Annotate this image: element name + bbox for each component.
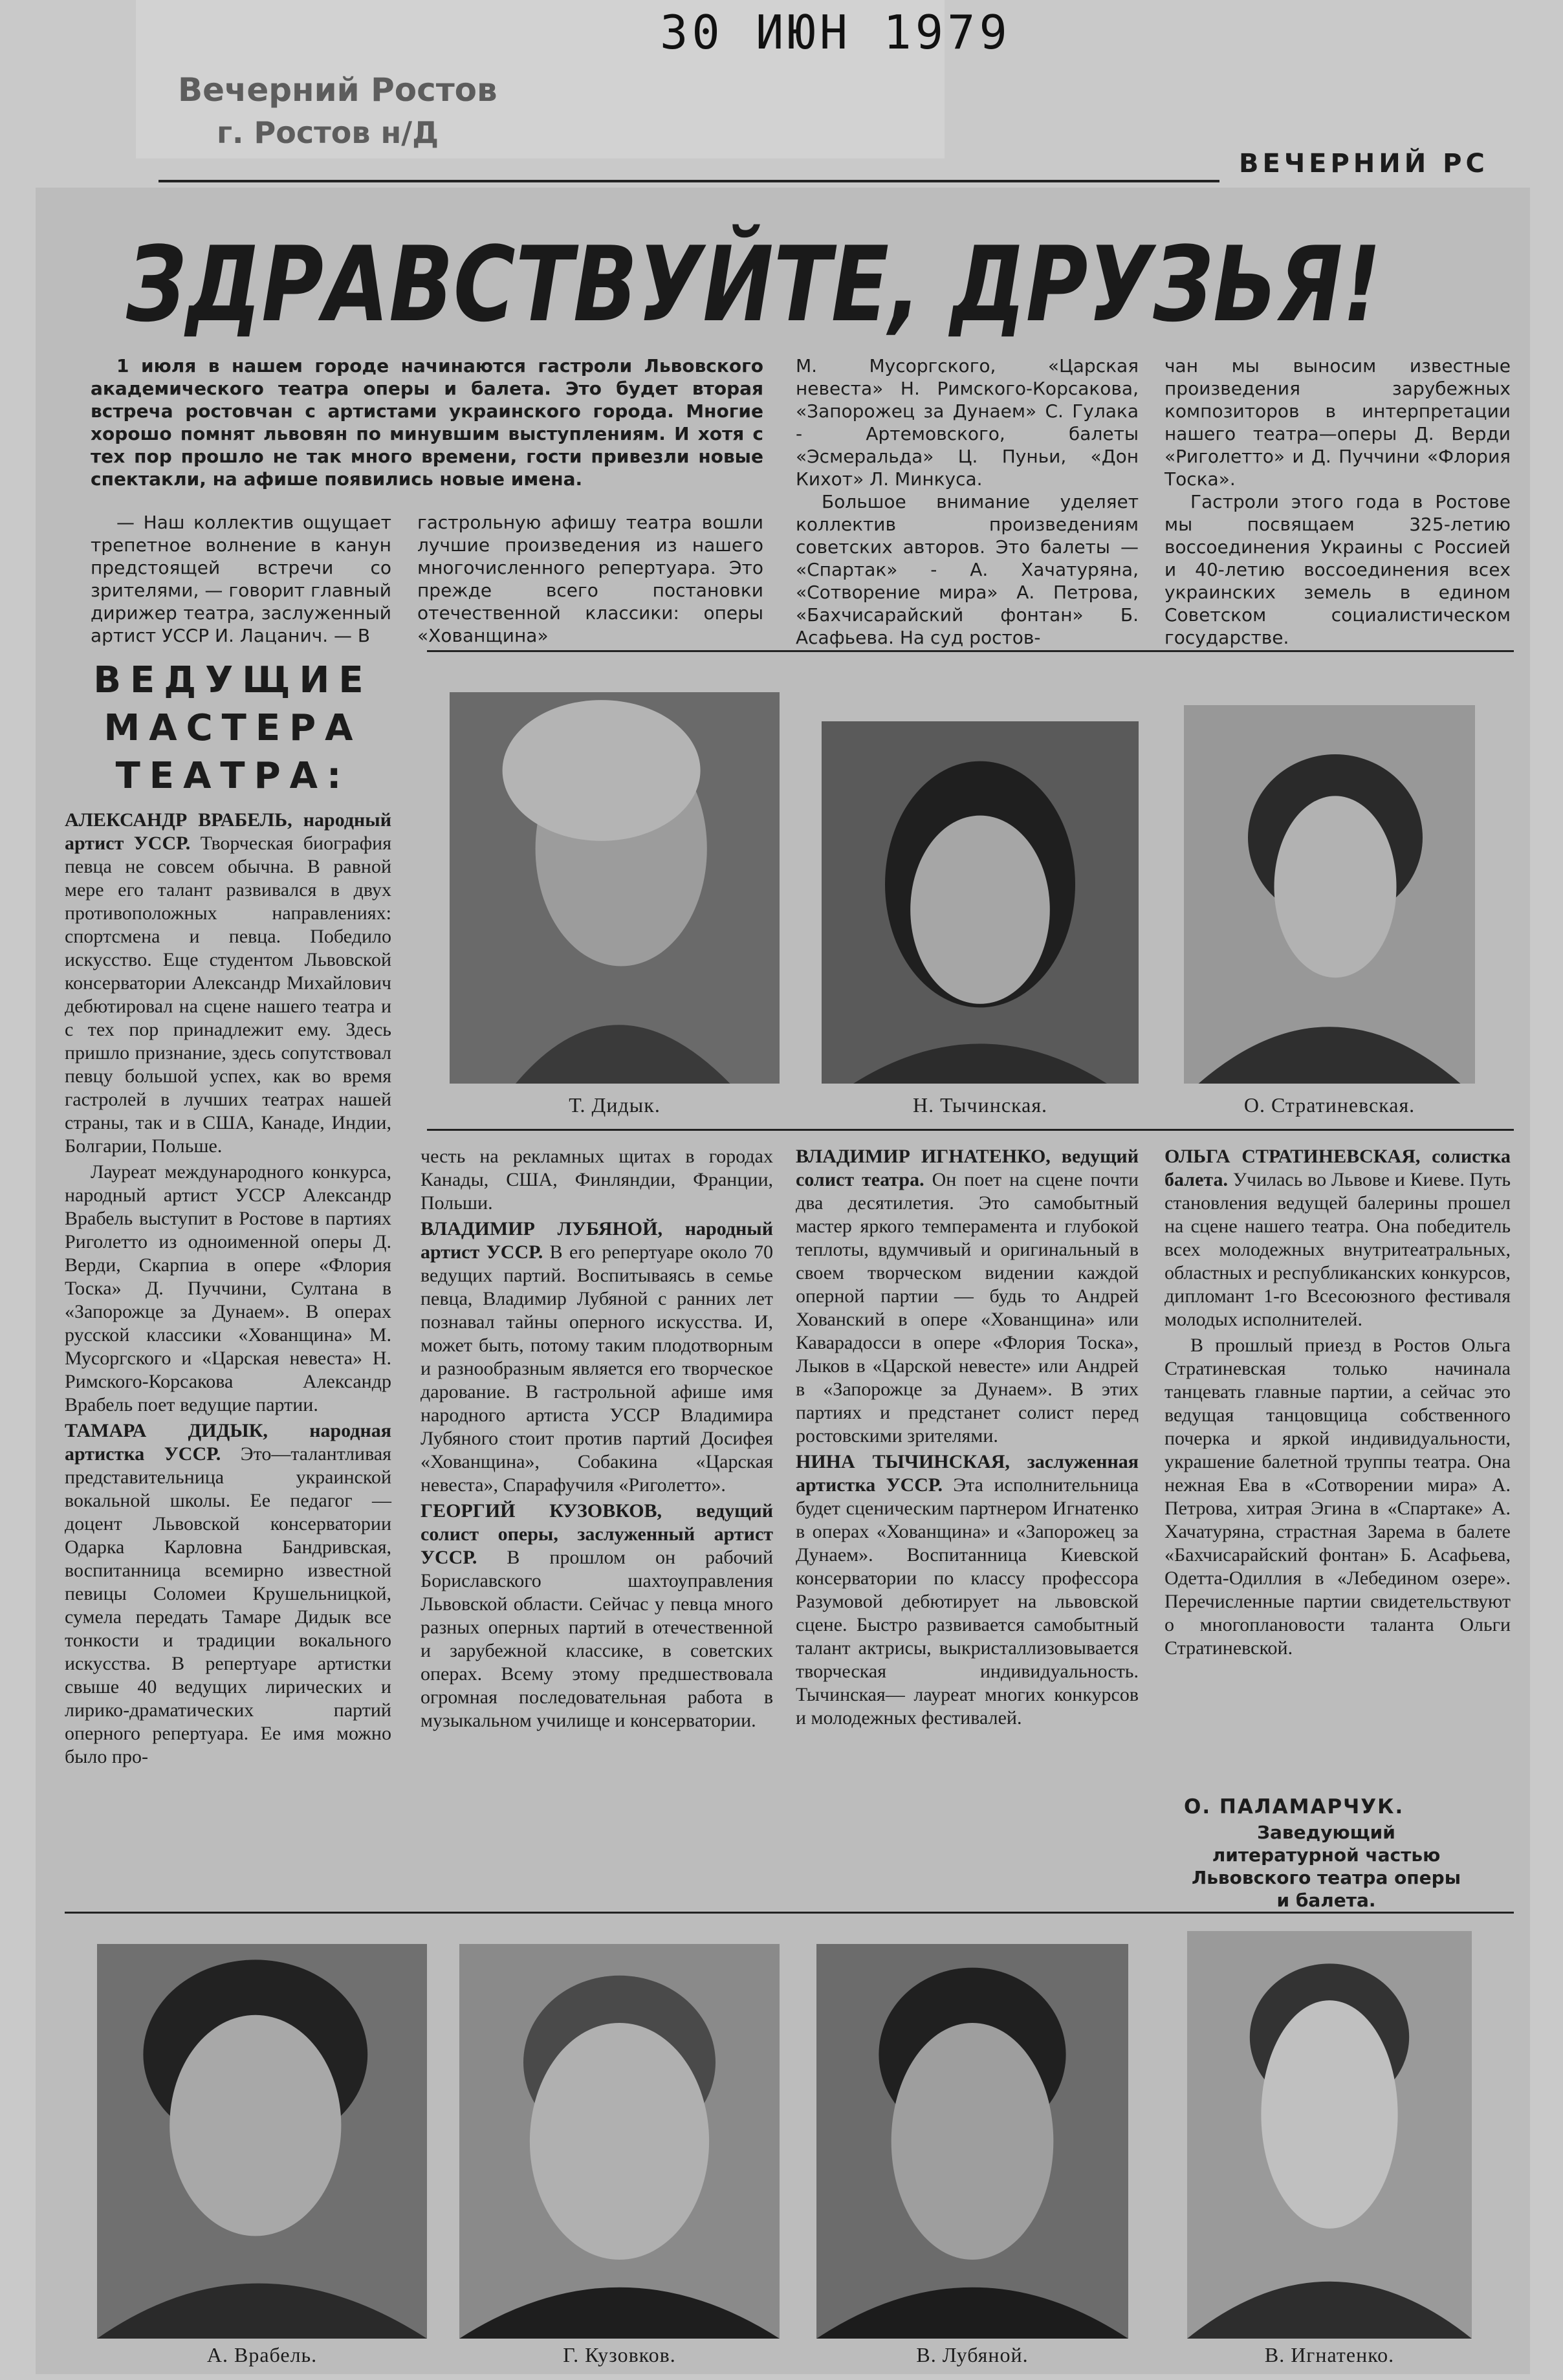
- intro-column-2: [417, 511, 763, 647]
- intro-column-1: [91, 511, 391, 647]
- photo-vrabel: [97, 1944, 427, 2339]
- bio-vrabel-name: АЛЕКСАНДР ВРАБЕЛЬ, народный артист УССР.: [65, 809, 391, 854]
- archive-date-stamp: 30 ИЮН 1979: [660, 5, 1011, 60]
- caption-tychinskaya: Н. Тычинская.: [912, 1093, 1048, 1117]
- portrait-image: [1187, 1931, 1472, 2339]
- intro-text-2: гастрольную афишу театра вошли лучшие произведения из нашего многочисленного репертуара. Это прежде всего постановки отечественной классики: оперы «Хованщина»: [417, 512, 763, 646]
- lead-paragraph: 1 июля в нашем городе начинаются гастроли Львовского академического театра оперы и балета. Это будет вторая встреча ростовчан с артистами украинского города. Многие хорошо помнят львовян по минувшим выступлениям. И хотя с тех пор прошло не так много времени, гости привезли новые спектакли, на афише появились новые имена.: [91, 355, 763, 490]
- bio-kuzovkov-text: В прошлом он рабочий Бориславского шахтоуправления Львовской области. Сейчас у певца много разных оперных партий в отечественной и зарубежной классике, в советских операх. Всему этому предшествовала огромная последовательная работа в музыкальном училище и консерватории.: [421, 1547, 774, 1731]
- intro-text-4a: чан мы выносим известные произведения зарубежных композиторов в интерпретации нашего театра—оперы Д. Верди «Риголетто» и Д. Пуччини «Флория Тоска».: [1164, 355, 1511, 490]
- intro-text-1: — Наш коллектив ощущает трепетное волнение в канун предстоящей встречи со зрителями, — говорит главный дирижер театра, заслуженный артист УССР И. Лацанич. — В: [91, 512, 391, 646]
- bio-tychinskaya: [796, 1450, 1139, 1730]
- bio-lubianoi-text: В его репертуаре около 70 ведущих партий. Воспитываясь в семье певца, Владимир Лубяной с ранних лет познавал тайны оперного искусства. И, может быть, потому таким плодотворным и разнообразным является его творческое дарование. В гастрольной афише имя народного артиста УССР Владимира Лубяного стоит против партий Досифея «Хованщина», Собакина «Царская невеста», Спарафучиля «Риголетто».: [421, 1241, 774, 1496]
- bio-lubianoi-name: ВЛАДИМИР ЛУБЯНОЙ, народный артист УССР.: [421, 1218, 773, 1263]
- masthead-rule: [158, 180, 1219, 182]
- bio-stratinevskaya-text: Училась во Львове и Киеве. Путь становления ведущей балерины прошел на сцене нашего театра. Она победитель всех молодежных внутритеатральных, областных и республиканских конкурсов, дипломант 1-го Всесоюзного фестиваля молодых исполнителей.: [1164, 1169, 1511, 1330]
- caption-stratinevskaya: О. Стратиневская.: [1243, 1093, 1415, 1117]
- bio-ignatenko-name: ВЛАДИМИР ИГНАТЕНКО, ведущий солист театра.: [796, 1146, 1139, 1190]
- intro-column-4: [1164, 355, 1511, 649]
- portrait-image: [1184, 705, 1475, 1084]
- bio-stratinevskaya-text-2: В прошлый приезд в Ростов Ольга Стратиневская только начинала танцевать главные партии, а сейчас это ведущая танцовщица собственного почерка и яркой индивидуальности, украшение балетной труппы театра. Она нежная Ева в «Сотворении мира» А. Петрова, хитрая Эгина в «Спартаке» А. Хачатуряна, страстная Зарема в балете «Бахчисарайский фонтан» Б. Асафьева, Одетта-Одиллия в «Лебедином озере». Перечисленные партии свидетельствуют о многоплановости таланта Ольги Стратиневской.: [1164, 1335, 1511, 1659]
- intro-column-3: [796, 355, 1139, 649]
- bio-didyk: [65, 1419, 391, 1769]
- bio-kuzovkov: [421, 1500, 773, 1732]
- column-1: [65, 809, 391, 1771]
- bio-ignatenko: [796, 1145, 1139, 1448]
- bio-didyk-text: Это—талантливая представительница украинской вокальной школы. Ее педагог — доцент Львовской консерватории Одарка Карловна Бандривская, воспитанница всемирно известной певицы Соломеи Крушельницкой, сумела передать Тамаре Дидык все тонкости и традиции вокального искусства. В репертуаре артистки свыше 40 ведущих лирических и лирико-драматических партий оперного репертуара. Ее имя можно было про-: [65, 1443, 391, 1767]
- archive-city-stamp: г. Ростов н/Д: [217, 115, 439, 150]
- bio-vrabel: [65, 809, 391, 1158]
- bio-vrabel-text-2: Лауреат международного конкурса, народный артист УССР Александр Врабель выступит в Ростове в партиях Риголетто из одноименной оперы Д. Верди, Скарпиа в опере «Флория Тоска» Д. Пуччини, Султана в «Запорожце за Дунаем». В операх русской классики «Хованщина» М. Мусоргского и «Царская невеста» Н. Римского-Корсакова Александр Врабель поет ведущие партии.: [65, 1161, 391, 1415]
- section-title-line-1: ВЕДУЩИЕ: [93, 659, 373, 701]
- intro-rule: [427, 650, 1514, 652]
- bio-ignatenko-text: Он поет на сцене почти два десятилетия. Это самобытный мастер яркого темперамента и глубокой теплоты, вдумчивый и оригинальный в своем творческом видении каждой оперной партии — будь то Андрей Хованский в опере «Хованщина» или Каварадосси в опере «Флория Тоска», Лыков в «Царской невесте» или Андрей в «Запорожце за Дунаем». В этих партиях и предстанет солист перед ростовскими зрителями.: [796, 1169, 1139, 1447]
- intro-text-4b: Гастроли этого года в Ростове мы посвящаем 325-летию воссоединения Украины с Россией и 40-летию воссоединения всех украинских земель в едином Советском социалистическом государстве.: [1164, 491, 1511, 648]
- intro-text-3a: М. Мусоргского, «Царская невеста» Н. Римского-Корсакова, «Запорожец за Дунаем» С. Гулака - Артемовского, балеты «Эсмеральда» Ц. Пуньи, «Дон Кихот» Л. Минкуса.: [796, 355, 1139, 490]
- portrait-image: [450, 692, 780, 1084]
- archive-newspaper-stamp: Вечерний Ростов: [178, 71, 497, 109]
- headline: [107, 223, 1401, 346]
- portrait-image: [822, 721, 1139, 1084]
- column-4: [1164, 1145, 1511, 1663]
- bio-tychinskaya-text: Эта исполнительница будет сценическим партнером Игнатенко в операх «Хованщина» и «Запорожец за Дунаем». Воспитанница Киевской консерватории по классу профессора Разумовой дебютирует на львовской сцене. Быстро развивается самобытный талант актрисы, выкристаллизовывается творческая индивидуальность. Тычинская— лауреат многих конкурсов и молодежных фестивалей.: [796, 1474, 1139, 1729]
- bio-tychinskaya-name: НИНА ТЫЧИНСКАЯ, заслуженная артистка УССР.: [796, 1451, 1139, 1496]
- intro-text-3b: Большое внимание уделяет коллектив произведениям советских авторов. Это балеты — «Спартак» - А. Хачатуряна, «Сотворение мира» А. Петрова, «Бахчисарайский фонтан» Б. Асафьева. На суд ростов-: [796, 491, 1139, 648]
- caption-lubianoi: В. Лубяной.: [916, 2343, 1029, 2366]
- photo-tychinskaya: [822, 721, 1139, 1084]
- caption-didyk: Т. Дидык.: [569, 1093, 661, 1117]
- portrait-image: [459, 1944, 780, 2339]
- bio-stratinevskaya-name: ОЛЬГА СТРАТИНЕВСКАЯ, солистка балета.: [1164, 1146, 1511, 1190]
- bio-lubianoi: [421, 1217, 773, 1497]
- column-3: [796, 1145, 1139, 1732]
- author-position: Заведующий литературной частью Львовского театра оперы и балета.: [1191, 1822, 1461, 1911]
- bottom-photo-rule: [65, 1912, 1514, 1914]
- photo-ignatenko: [1187, 1931, 1472, 2339]
- section-title-line-2: МАСТЕРА: [104, 707, 362, 749]
- photo-didyk: [450, 692, 780, 1084]
- portrait-image: [816, 1944, 1128, 2339]
- bio-didyk-text-cont: честь на рекламных щитах в городах Канады, США, Финляндии, Франции, Польши.: [421, 1146, 773, 1214]
- bio-stratinevskaya: [1164, 1145, 1511, 1331]
- bio-vrabel-text: Творческая биография певца не совсем обычна. В равной мере его талант развивался в двух противоположных направлениях: спортсмена и певца. Победило искусство. Еще студентом Львовской консерватории Александр Михайлович дебютировал на сцене нашего театра и с тех пор принадлежит ему. Здесь пришло признание, здесь сопутствовал певцу большой успех, как во время гастролей в лучших театрах нашей страны, так и в США, Канаде, Индии, Болгарии, Польше.: [65, 833, 391, 1157]
- photo-rule: [427, 1129, 1514, 1131]
- column-2: [421, 1145, 773, 1735]
- caption-kuzovkov: Г. Кузовков.: [563, 2343, 676, 2366]
- bio-kuzovkov-name: ГЕОРГИЙ КУЗОВКОВ, ведущий солист оперы, заслуженный артист УССР.: [421, 1500, 773, 1568]
- section-title-line-3: ТЕАТРА:: [115, 755, 351, 797]
- section-title: [65, 657, 401, 800]
- portrait-image: [97, 1944, 427, 2339]
- photo-lubianoi: [816, 1944, 1128, 2339]
- masthead-title: ВЕЧЕРНИЙ РС: [1239, 149, 1489, 179]
- caption-ignatenko: В. Игнатенко.: [1264, 2343, 1395, 2366]
- photo-kuzovkov: [459, 1944, 780, 2339]
- author-signature: О. ПАЛАМАРЧУК.: [1184, 1795, 1405, 1818]
- headline-text: ЗДРАВСТВУЙТЕ, ДРУЗЬЯ!: [126, 224, 1381, 345]
- photo-stratinevskaya: [1184, 705, 1475, 1084]
- bio-didyk-name: ТАМАРА ДИДЫК, народная артистка УССР.: [65, 1420, 391, 1465]
- caption-vrabel: А. Врабель.: [206, 2343, 318, 2366]
